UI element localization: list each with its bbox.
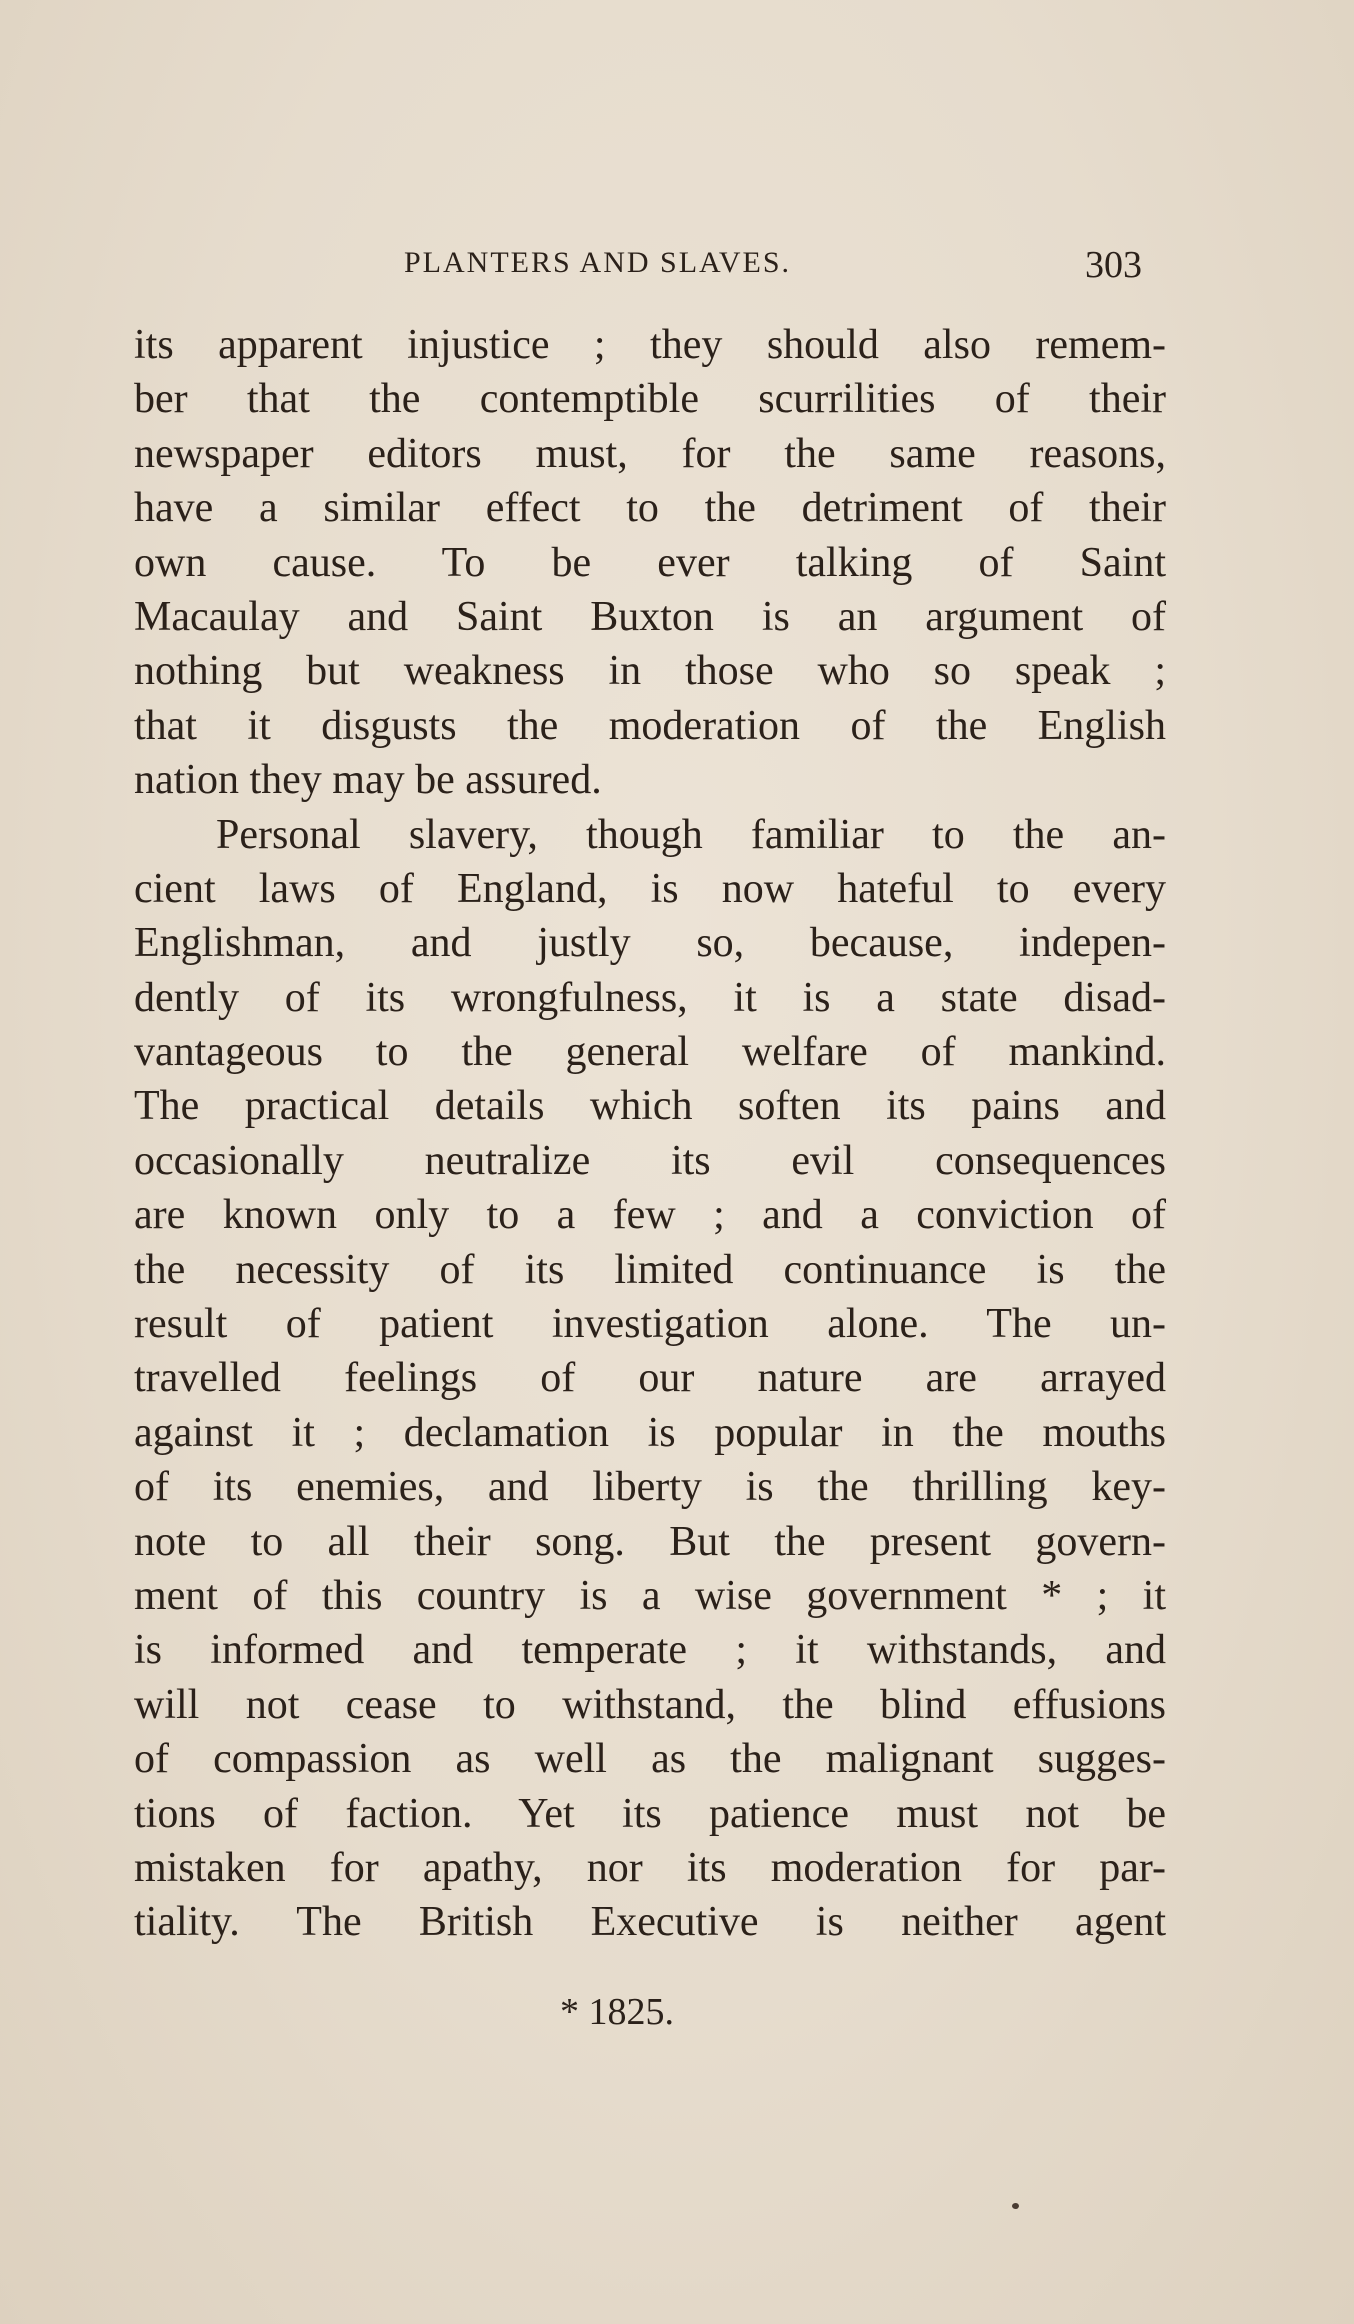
- page-number: 303: [1085, 244, 1142, 286]
- text-line: tions of faction. Yet its patience must not be: [134, 1790, 1166, 1837]
- text-line: have a similar effect to the detriment of their: [134, 485, 1166, 532]
- text-line: nothing but weakness in those who so speak ;: [134, 648, 1166, 695]
- paragraph-start-line: Personal slavery, though familiar to the an-: [216, 811, 1166, 858]
- text-line: result of patient investigation alone. The un-: [134, 1301, 1166, 1348]
- footnote: * 1825.: [560, 1991, 674, 2033]
- text-line: The practical details which soften its pains and: [134, 1083, 1166, 1130]
- text-line: against it ; declamation is popular in the mouths: [134, 1409, 1166, 1456]
- text-line: are known only to a few ; and a conviction of: [134, 1192, 1166, 1239]
- paper-speck: [1012, 2203, 1019, 2209]
- text-line: ber that the contemptible scurrilities of their: [134, 376, 1166, 423]
- text-line: ment of this country is a wise government * ; it: [134, 1572, 1166, 1619]
- body-text: [134, 318, 1166, 1950]
- text-line: is informed and temperate ; it withstands, and: [134, 1627, 1166, 1674]
- text-line: own cause. To be ever talking of Saint: [134, 539, 1166, 586]
- text-line: Macaulay and Saint Buxton is an argument of: [134, 593, 1166, 640]
- running-title: PLANTERS AND SLAVES.: [404, 246, 792, 279]
- text-line: that it disgusts the moderation of the English: [134, 702, 1166, 749]
- text-line: of compassion as well as the malignant sugges-: [134, 1736, 1166, 1783]
- text-line: will not cease to withstand, the blind effusions: [134, 1681, 1166, 1728]
- paragraph-end-line: nation they may be assured.: [134, 757, 602, 804]
- text-line: mistaken for apathy, nor its moderation for par-: [134, 1844, 1166, 1891]
- text-line: occasionally neutralize its evil consequences: [134, 1137, 1166, 1184]
- text-line: of its enemies, and liberty is the thrilling key-: [134, 1464, 1166, 1511]
- text-line: dently of its wrongfulness, it is a state disad-: [134, 974, 1166, 1021]
- text-line: vantageous to the general welfare of mankind.: [134, 1029, 1166, 1076]
- text-line: tiality. The British Executive is neither agent: [134, 1899, 1166, 1946]
- text-line: Englishman, and justly so, because, indepen-: [134, 920, 1166, 967]
- text-line: newspaper editors must, for the same reasons,: [134, 430, 1166, 477]
- text-line: the necessity of its limited continuance is the: [134, 1246, 1166, 1293]
- text-line: cient laws of England, is now hateful to every: [134, 865, 1166, 912]
- text-line: travelled feelings of our nature are arrayed: [134, 1355, 1166, 1402]
- text-line: note to all their song. But the present govern-: [134, 1518, 1166, 1565]
- text-line: its apparent injustice ; they should also remem-: [134, 322, 1166, 368]
